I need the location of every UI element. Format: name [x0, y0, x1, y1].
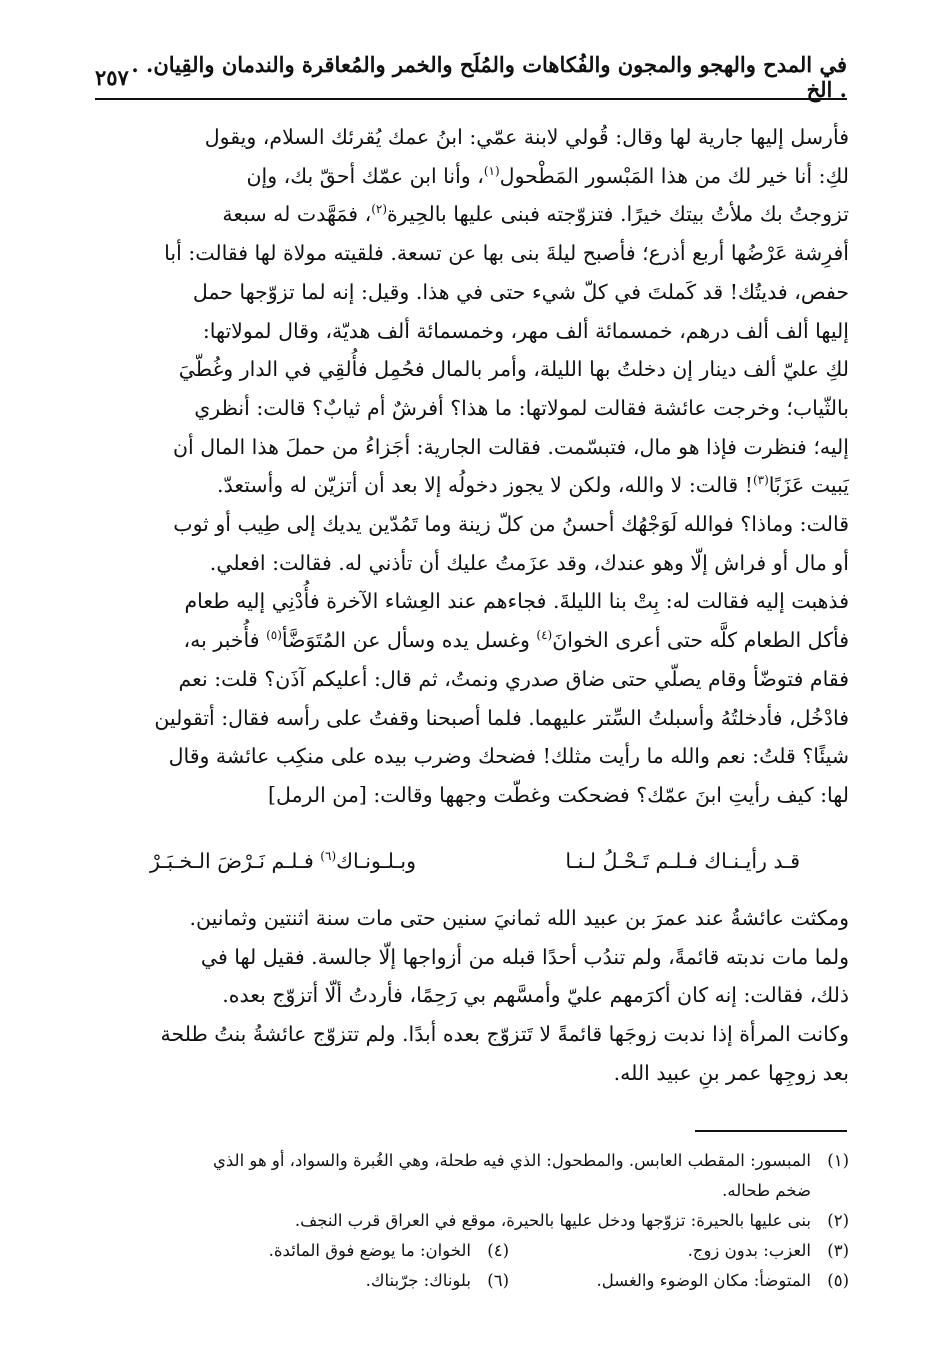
- header-title: في المدح والهجو والمجون والفُكاهات والمُلَح والخمر والمُعاقرة والندمان والقِيان. . . الخ: [131, 52, 847, 102]
- text-line: فأرسل إليها جارية لها وقال: قُولي لابنة عمّي: ابنُ عمك يُقرئك السلام، ويقول: [204, 125, 849, 149]
- footnote-number: (٤): [487, 1241, 509, 1260]
- footnote-mark[interactable]: (١): [483, 163, 500, 178]
- footnote-5: [509, 1266, 849, 1296]
- footnote-number: (٥): [827, 1271, 849, 1290]
- text-line: شيئًا؟ قلتُ: نعم والله ما رأيت مثلك! فضحك وضرب بيده على منكِب عائشة وقال: [168, 744, 849, 769]
- footnote-mark[interactable]: (٣): [752, 473, 769, 488]
- footnote-number: (١): [827, 1151, 849, 1170]
- text-line: لها: كيف رأيتِ ابنَ عمّك؟ فضحكت وغطّت وجهها وقالت: [من الرمل]: [268, 782, 849, 807]
- footnote-number: (٢): [827, 1211, 849, 1230]
- footnote-text: العزب: بدون زوج.: [687, 1241, 811, 1260]
- text-line: إليها ألف ألف درهم، خمسمائة ألف مهر، وخمسمائة ألف هديّة، وقال لمولاتها:: [202, 318, 849, 343]
- text-line: فقام فتوضّأ وقام يصلّي حتى ضاق صدري ونمتُ، ثم قال: أعليكم آذَن؟ قلت: نعم: [178, 666, 849, 691]
- footnote-mark[interactable]: (٤): [536, 628, 553, 643]
- footnote-text: الخوان: ما يوضع فوق المائدة.: [268, 1241, 471, 1260]
- text-line: فذهبت إليه فقالت له: بِتْ بنا الليلةَ. فجاءهم عند العِشاء الآخرة فأُدْنِي إليه طعام: [184, 589, 849, 614]
- text-line: حفص، فديتُك! قد كَملتَ في كلّ شيء حتى في هذا. وقيل: إنه لما تزوّجها حمل: [192, 279, 849, 304]
- footnote-mark[interactable]: (٦): [320, 849, 337, 864]
- page-number: ٢٥٧: [95, 64, 129, 90]
- main-text: [101, 118, 849, 815]
- verse-first-hemistich: قـد رأيـنـاك فـلـم تَـحْـلُ لـنـا: [565, 849, 800, 873]
- text-line: تزوجتُ بك ملأتُ بيتك خيرًا. فتزوّجته فبنى عليها بالحِيرة$^{(٢)}$، فمَهَّدت له سبعة: [222, 202, 849, 227]
- footnote-2: [101, 1206, 849, 1236]
- text-line: يَبيت عَزَبًا$^{(٣)}$! قالت: لا والله، ولكن لا يجوز دخولُه إلا بعد أن أتزيّن له وأستعدّ.: [217, 473, 849, 498]
- footnote-4: [169, 1236, 509, 1266]
- footnote-text: بنى عليها بالحيرة: تزوّجها ودخل عليها بالحيرة، موقع في العراق قرب النجف.: [294, 1211, 811, 1230]
- footnote-1: [101, 1146, 849, 1176]
- text-line: بالثّياب؛ وخرجت عائشة فقالت لمولاتها: ما هذا؟ أفرشٌ أم ثيابٌ؟ قالت: أنظري: [194, 395, 849, 420]
- footnote-number: (٣): [827, 1241, 849, 1260]
- text-line: بعد زوجِها عمر بنِ عبيد الله.: [613, 1060, 849, 1085]
- footnote-mark[interactable]: (٥): [266, 628, 282, 643]
- footnote-text: المتوضأ: مكان الوضوء والغسل.: [596, 1271, 811, 1290]
- footnotes: [101, 1146, 849, 1296]
- footnote-row: [101, 1266, 849, 1296]
- text-line: أفرِشة عَرْضُها أربع أذرع؛ فأصبح ليلةَ بنى بها عن تسعة. فلقيته مولاة لها فقالت: أبا: [164, 241, 849, 266]
- footnote-text: بلوناك: جرّبناك.: [365, 1271, 471, 1290]
- footnote-mark[interactable]: (٢): [371, 202, 388, 217]
- text-line: وكانت المرأة إذا ندبت زوجَها قائمةً لا تَتزوّج بعده أبدًا. ولم تتزوّج عائشةُ بنتُ طلحة: [160, 1022, 849, 1047]
- poem-verse: [150, 843, 800, 879]
- text-line: فأكل الطعام كلَّه حتى أعرى الخوانَ$^{(٤)}$ وغسل يده وسأل عن المُتَوَضَّأ$^{(٥)}$ فأُخبر به،: [183, 628, 849, 653]
- text-line: ومكثت عائشةُ عند عمرَ بن عبيد الله ثمانيَ سنين حتى مات سنة اثنتين وثمانين.: [189, 906, 849, 930]
- footnote-row: [101, 1236, 849, 1266]
- verse-second-hemistich: وبـلـونـاك$^{(٦)}$ فـلـم نَـرْضَ الـخـبَـرْ: [150, 849, 416, 873]
- text-line: إليه؛ فنظرت فإذا هو مال، فتبسّمت. فقالت الجارية: أجَزاءُ من حملَ هذا المال أن: [172, 434, 849, 459]
- footnote-6: [169, 1266, 509, 1296]
- footnote-text: المبسور: المقطب العابس. والمطحول: الذي فيه طحلة، وهي الغُبرة والسواد، أو هو الذي: [212, 1151, 811, 1170]
- text-line: أو مال أو فراش إلّا وهو عندك، وقد عزَمتُ عليك أن تأذني له. فقالت: افعلي.: [209, 550, 849, 575]
- footnote-rule: [695, 1130, 847, 1132]
- footnote-1-continued: ضخم طحاله.: [722, 1181, 811, 1200]
- text-line: لكِ عليّ ألف دينار إن دخلتُ بها الليلة، وأمر بالمال فحُمِل فأُلقِي في الدار وغُطّيَ: [178, 357, 849, 382]
- text-line: لكِ: أنا خير لك من هذا المَبْسور المَطْحول$^{(١)}$، وأنا ابن عمّك أحقّ بك، وإن: [246, 163, 849, 188]
- text-line: ولما مات ندبته قائمةً، ولم تندُب أحدًا قبله من أزواجها إلّا جالسة. فقيل لها في: [200, 944, 849, 969]
- text-line: فادْخُل، فأدخلتُهُ وأسبلتُ السِّتر عليهما. فلما أصبحنا وقفتُ على رأسه فقال: أتقولين: [154, 705, 849, 730]
- main-text-continued: [101, 899, 849, 1093]
- footnote-number: (٦): [487, 1271, 509, 1290]
- text-line: ذلك، فقالت: إنه كان أكرَمهم عليّ وأمسَّهم بي رَحِمًا، فأردتُ ألّا أتزوّج بعده.: [222, 983, 849, 1008]
- footnote-3: [509, 1236, 849, 1266]
- header-rule: [95, 98, 847, 100]
- text-line: قالت: وماذا؟ فوالله لَوَجْهُك أحسنُ من كلّ زينة وما تَمُدّين يديك إلى طِيب أو ثوب: [173, 512, 849, 537]
- running-header: [95, 52, 847, 102]
